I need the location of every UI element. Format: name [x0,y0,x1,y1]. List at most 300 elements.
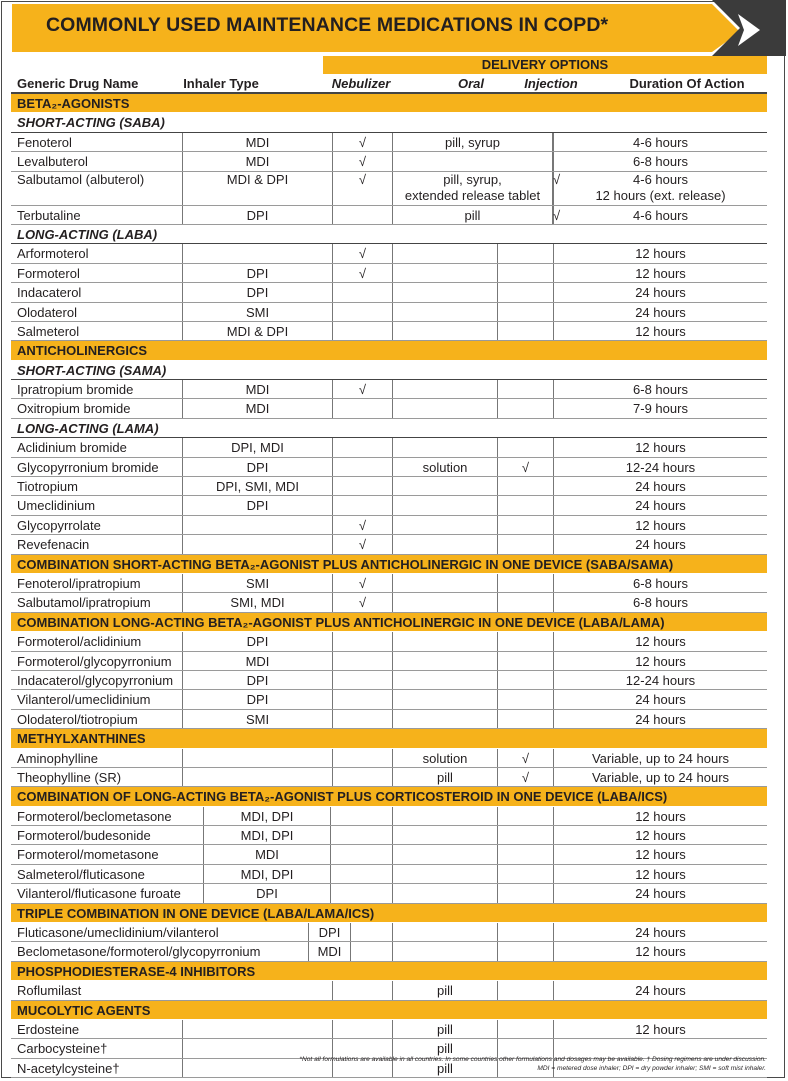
duration-cell [554,1020,767,1038]
drug-name-cell [11,206,183,224]
table-row [11,496,767,515]
duration-cell [554,264,767,282]
injection-cell [498,322,554,340]
duration-text-2: 12 hours (ext. release) [595,187,726,203]
duration-cell [554,632,767,650]
drug-name-cell [11,535,183,553]
injection-text: √ [521,769,530,785]
table-row [11,690,767,709]
duration-cell [554,458,767,476]
duration-text: 6-8 hours [633,382,688,398]
injection-cell [498,1020,554,1038]
oral-cell [393,244,498,262]
drug-name-text: Beclometasone/formoterol/glycopyrronium [17,944,261,960]
duration-cell [554,172,767,205]
oral-cell [393,516,498,534]
drug-name-cell [11,923,309,941]
inhaler-type-text: DPI [246,207,269,223]
inhaler-type-cell [183,206,333,224]
table-row [11,133,767,152]
drug-name-cell [11,264,183,282]
inhaler-type-cell [183,133,333,151]
oral-cell [393,865,498,883]
oral-cell [393,671,498,689]
nebulizer-cell [333,399,393,417]
drug-name-cell [11,244,183,262]
nebulizer-text: √ [358,382,367,398]
drug-name-text: Terbutaline [17,207,81,223]
oral-cell [393,206,561,224]
table-row [11,283,767,302]
nebulizer-cell [351,923,393,941]
table-row [11,749,767,768]
nebulizer-cell [333,749,393,767]
inhaler-type-text: DPI [246,672,269,688]
nebulizer-cell [331,807,393,825]
oral-cell [393,399,498,417]
drug-name-text: Umeclidinium [17,498,96,514]
table-row [11,845,767,864]
table-row [11,574,767,593]
duration-cell [554,826,767,844]
duration-cell [554,845,767,863]
oral-cell [393,303,498,321]
oral-cell [393,593,498,611]
drug-name-cell [11,380,183,398]
drug-name-cell [11,516,183,534]
table-row [11,710,767,729]
duration-cell [554,152,767,170]
duration-text: 4-6 hours [633,171,688,187]
nebulizer-cell [333,244,393,262]
duration-cell [554,942,767,960]
injection-cell [498,574,554,592]
nebulizer-text: √ [358,265,367,281]
inhaler-type-text: DPI [256,886,278,902]
inhaler-type-cell [183,516,333,534]
duration-text: 7-9 hours [633,401,688,417]
drug-name-text: Salbutamol/ipratropium [17,595,151,611]
inhaler-type-cell [183,535,333,553]
duration-text: 12-24 hours [625,459,696,475]
duration-text: 24 hours [635,711,686,727]
nebulizer-cell [333,380,393,398]
section-header: PHOSPHODIESTERASE-4 INHIBITORS [11,962,767,981]
table-row [11,322,767,341]
drug-name-text: Indacaterol [17,285,82,301]
inhaler-type-cell [183,303,333,321]
duration-cell [554,710,767,728]
drug-name-cell [11,942,309,960]
inhaler-type-cell [183,283,333,301]
title-banner [0,0,788,56]
section-header: COMBINATION OF LONG-ACTING BETA₂-AGONIST PLUS CORTICOSTEROID IN ONE DEVICE (LABA/ICS) [11,787,767,806]
footnote [299,1055,766,1073]
duration-cell [554,574,767,592]
duration-cell [554,283,767,301]
injection-cell [498,923,554,941]
section-header: TRIPLE COMBINATION IN ONE DEVICE (LABA/LAMA/ICS) [11,904,767,923]
duration-cell [554,438,767,456]
drug-name-text: Fenoterol [17,134,72,150]
injection-cell [498,671,554,689]
inhaler-type-cell [183,438,333,456]
inhaler-type-cell [183,632,333,650]
nebulizer-text: √ [358,537,367,553]
drug-name-cell [11,399,183,417]
drug-name-cell [11,172,183,205]
inhaler-type-text: SMI [245,575,270,591]
oral-cell [393,981,498,999]
oral-cell [393,845,498,863]
inhaler-type-cell [183,477,333,495]
oral-text: pill [437,1041,453,1057]
duration-cell [554,652,767,670]
injection-cell [498,632,554,650]
injection-cell [498,516,554,534]
inhaler-type-text: MDI, DPI [240,828,294,844]
inhaler-type-text: DPI [246,634,269,650]
medication-table [11,56,767,1078]
inhaler-type-text: DPI [246,498,269,514]
drug-name-text: Salbutamol (albuterol) [17,171,145,187]
nebulizer-cell [333,671,393,689]
nebulizer-cell [333,768,393,786]
injection-cell: √ [553,207,561,223]
oral-cell [393,477,498,495]
oral-cell [393,884,498,902]
inhaler-type-text: MDI & DPI [226,323,289,339]
table-row [11,981,767,1000]
drug-name-text: Oxitropium bromide [17,401,131,417]
inhaler-type-cell [183,458,333,476]
inhaler-type-cell [183,574,333,592]
section-header: MUCOLYTIC AGENTS [11,1001,767,1020]
drug-name-cell [11,438,183,456]
oral-cell [393,438,498,456]
drug-name-cell [11,845,204,863]
inhaler-type-cell [183,652,333,670]
injection-cell [498,593,554,611]
inhaler-type-cell [183,380,333,398]
injection-cell [498,942,554,960]
oral-header: Oral [457,76,484,91]
duration-cell [554,477,767,495]
injection-cell [498,884,554,902]
inhaler-type-text: MDI, DPI [240,866,294,882]
nebulizer-text: √ [358,171,367,187]
drug-name-cell [11,1020,183,1038]
duration-text: 12 hours [635,808,686,824]
table-row [11,458,767,477]
nebulizer-cell [333,283,393,301]
inhaler-type-cell [183,322,333,340]
duration-text: 12 hours [635,653,686,669]
table-row [11,865,767,884]
table-row [11,172,767,206]
inhaler-type-cell [183,749,333,767]
duration-text: 24 hours [635,537,686,553]
duration-cell [554,535,767,553]
drug-name-text: Levalbuterol [17,154,88,170]
oral-cell [393,322,498,340]
oral-text: pill [437,1021,453,1037]
nebulizer-cell [333,133,393,151]
drug-name-text: Formoterol [17,265,80,281]
drug-name-cell [11,826,204,844]
nebulizer-cell [333,458,393,476]
oral-cell [393,690,498,708]
duration-cell [554,768,767,786]
duration-cell [554,807,767,825]
duration-cell [554,496,767,514]
drug-name-cell [11,322,183,340]
drug-name-text: Formoterol/budesonide [17,828,151,844]
duration-text: 6-8 hours [633,154,688,170]
inhaler-type-text: DPI, SMI, MDI [215,479,300,495]
drug-name-cell [11,671,183,689]
table-row [11,244,767,263]
inhaler-type-cell [204,826,331,844]
inhaler-type-text: MDI [245,653,270,669]
nebulizer-cell [333,303,393,321]
oral-cell [393,264,498,282]
duration-cell [554,749,767,767]
inhaler-type-cell [204,884,331,902]
drug-name-cell [11,152,183,170]
inhaler-type-text: DPI [246,459,269,475]
duration-text: 12 hours [635,246,686,262]
duration-cell [554,923,767,941]
inhaler-type-cell [183,593,333,611]
drug-name-text: Glycopyrronium bromide [17,459,159,475]
inhaler-type-text: DPI [318,925,341,941]
drug-name-cell [11,749,183,767]
injection-cell [498,768,554,786]
nebulizer-cell [333,206,393,224]
nebulizer-cell [333,516,393,534]
table-row [11,1020,767,1039]
injection-cell [498,380,554,398]
inhaler-type-cell [183,399,333,417]
duration-text: 24 hours [635,983,686,999]
nebulizer-cell [333,535,393,553]
nebulizer-cell [333,152,393,170]
injection-cell [498,652,554,670]
duration-cell [554,593,767,611]
duration-text: 12 hours [635,265,686,281]
nebulizer-cell [333,264,393,282]
oral-cell [393,283,498,301]
drug-name-text: Fluticasone/umeclidinium/vilanterol [17,925,219,941]
nebulizer-header: Nebulizer [331,76,391,91]
inhaler-type-text: MDI [245,154,270,170]
duration-cell [554,303,767,321]
duration-header: Duration Of Action [629,76,745,91]
drug-name-cell [11,283,183,301]
duration-text: Variable, up to 24 hours [591,750,730,766]
oral-text: pill [464,207,481,223]
drug-name-cell [11,1059,183,1077]
drug-name-cell [11,458,183,476]
oral-cell [393,172,553,205]
drug-name-text: Vilanterol/umeclidinium [17,692,151,708]
inhaler-type-text: DPI, MDI [231,440,284,456]
injection-text: √ [521,750,530,766]
drug-name-text: Olodaterol [17,304,77,320]
table-row [11,671,767,690]
drug-name-cell [11,477,183,495]
drug-name-text: Formoterol/mometasone [17,847,159,863]
duration-text: 4-6 hours [633,207,688,223]
nebulizer-cell [333,1020,393,1038]
drug-name-cell [11,690,183,708]
duration-text: 6-8 hours [633,595,688,611]
duration-cell [554,206,767,224]
duration-cell [554,380,767,398]
injection-text: √ [521,459,530,475]
table-row [11,380,767,399]
subsection-header: LONG-ACTING (LAMA) [11,419,767,438]
nebulizer-cell [333,172,393,205]
injection-cell [498,807,554,825]
oral-text: solution [422,750,468,766]
drug-name-text: Carbocysteine† [17,1041,108,1057]
drug-name-text: Revefenacin [17,537,90,553]
table-row [11,632,767,651]
oral-cell [393,749,498,767]
table-row [11,768,767,787]
generic-drug-name-header: Generic Drug Name [17,76,139,91]
nebulizer-text: √ [358,595,367,611]
section-header: BETA₂-AGONISTS [11,94,767,113]
table-row [11,652,767,671]
inhaler-type-header: Inhaler Type [183,76,259,91]
duration-cell [554,865,767,883]
injection-cell [498,264,554,282]
table-row [11,399,767,418]
table-row [11,438,767,457]
injection-cell [498,399,554,417]
oral-cell [393,632,498,650]
nebulizer-cell [331,865,393,883]
duration-text: 12 hours [635,323,686,339]
nebulizer-cell [333,710,393,728]
drug-name-cell [11,496,183,514]
inhaler-type-text: MDI [245,401,270,417]
section-header: METHYLXANTHINES [11,729,767,748]
oral-cell [393,458,498,476]
oral-cell [393,574,498,592]
oral-text: pill, syrup, [443,171,502,187]
inhaler-type-cell [183,152,333,170]
inhaler-type-text: MDI [317,944,342,960]
subsection-header: SHORT-ACTING (SAMA) [11,361,767,380]
table-row [11,942,767,961]
section-header: COMBINATION LONG-ACTING BETA₂-AGONIST PLUS ANTICHOLINERGIC IN ONE DEVICE (LABA/LAMA) [11,613,767,632]
injection-cell [498,826,554,844]
oral-text: pill [437,769,453,785]
injection-header: Injection [524,76,578,91]
duration-cell [554,884,767,902]
duration-cell [554,671,767,689]
injection-cell [498,710,554,728]
drug-name-text: Theophylline (SR) [17,769,122,785]
drug-name-text: Erdosteine [17,1021,80,1037]
inhaler-type-cell [309,923,351,941]
inhaler-type-cell [183,768,333,786]
page-title: COMMONLY USED MAINTENANCE MEDICATIONS IN COPD* [46,14,609,36]
table-row [11,593,767,612]
drug-name-text: Olodaterol/tiotropium [17,711,138,727]
duration-text: 12 hours [635,517,686,533]
duration-text: 24 hours [635,479,686,495]
table-row [11,152,767,171]
drug-name-text: Arformoterol [17,246,89,262]
injection-cell [498,749,554,767]
inhaler-type-text: SMI [245,304,270,320]
footnote-line-2: MDI = metered dose inhaler; DPI = dry powder inhaler; SMI = soft mist inhaler. [537,1065,766,1072]
inhaler-type-cell [183,496,333,514]
nebulizer-cell [333,477,393,495]
inhaler-type-text: SMI [245,711,270,727]
oral-cell [393,807,498,825]
drug-name-text: N-acetylcysteine† [17,1060,120,1076]
oral-cell [393,942,498,960]
injection-cell [498,458,554,476]
drug-name-cell [11,303,183,321]
oral-text: solution [422,459,468,475]
drug-name-text: Vilanterol/fluticasone furoate [17,886,181,902]
table-row [11,303,767,322]
duration-text: 24 hours [635,498,686,514]
oral-cell [393,535,498,553]
injection-cell [498,845,554,863]
inhaler-type-text: MDI [255,847,279,863]
duration-text: Variable, up to 24 hours [591,769,730,785]
oral-cell [393,496,498,514]
drug-name-cell [11,632,183,650]
nebulizer-cell [351,942,393,960]
drug-name-text: Ipratropium bromide [17,382,134,398]
inhaler-type-cell [183,172,333,205]
injection-cell [498,981,554,999]
duration-text: 24 hours [635,925,686,941]
drug-name-cell [11,652,183,670]
drug-name-text: Formoterol/glycopyrronium [17,653,172,669]
injection-cell [498,477,554,495]
nebulizer-text: √ [358,134,367,150]
inhaler-type-cell [183,710,333,728]
inhaler-type-cell [183,690,333,708]
oral-text-2: extended release tablet [404,187,541,203]
inhaler-type-cell [183,1020,333,1038]
drug-name-text: Formoterol/aclidinium [17,634,142,650]
duration-text: 12 hours [635,866,686,882]
duration-text: 24 hours [635,886,686,902]
duration-text: 6-8 hours [633,575,688,591]
drug-name-text: Roflumilast [17,983,82,999]
drug-name-cell [11,981,333,999]
table-row [11,826,767,845]
nebulizer-cell [333,981,393,999]
injection-cell [498,244,554,262]
duration-cell [554,690,767,708]
nebulizer-text: √ [358,517,367,533]
nebulizer-text: √ [358,246,367,262]
duration-text: 12 hours [635,1021,686,1037]
table-row [11,264,767,283]
